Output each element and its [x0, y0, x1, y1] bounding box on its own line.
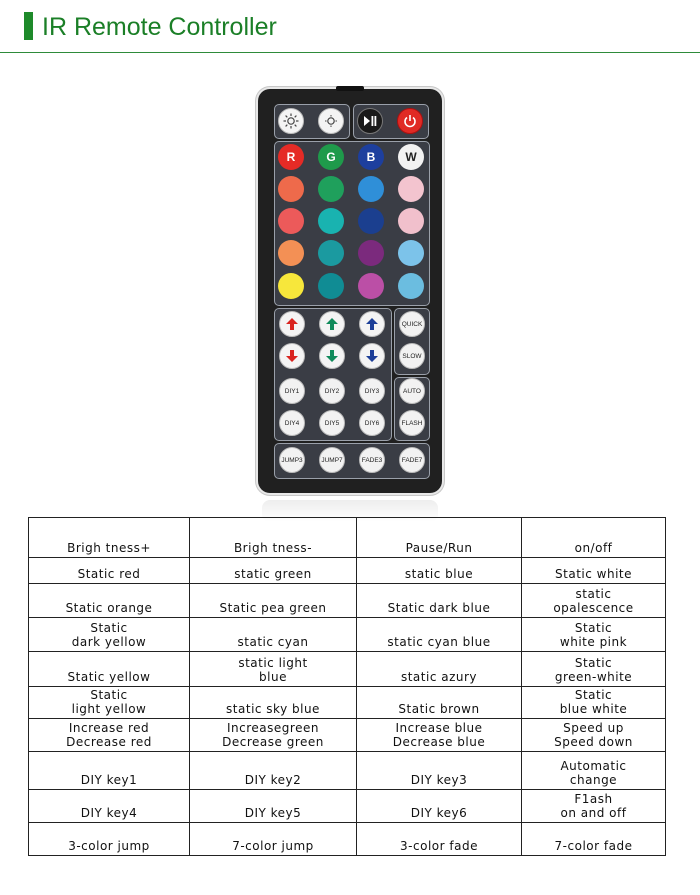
table-cell [190, 652, 357, 687]
cell-text: 3-color fade [400, 839, 478, 853]
color-button-r3-c1[interactable] [278, 208, 304, 234]
diy2-button[interactable]: DIY2 [319, 378, 345, 404]
color-button-label: W [405, 150, 417, 164]
table-cell [357, 823, 522, 856]
color-button-r2-c2[interactable] [318, 176, 344, 202]
table-cell [357, 652, 522, 687]
red-down-arrow-button[interactable] [279, 343, 305, 369]
slow-button[interactable]: SLOW [399, 343, 425, 369]
table-cell [29, 584, 190, 618]
cell-text: Brigh tness+ [67, 541, 151, 555]
table-cell [357, 618, 522, 652]
cell-text: DIY key1 [80, 773, 138, 787]
color-button-label: B [366, 150, 376, 164]
auto-button[interactable]: AUTO [399, 378, 425, 404]
color-button-r4-c4[interactable] [398, 240, 424, 266]
cell-text: blue [259, 670, 287, 684]
color-button-r3-c4[interactable] [398, 208, 424, 234]
table-cell [190, 618, 357, 652]
table-cell [29, 518, 190, 558]
green-up-arrow-icon [325, 317, 339, 331]
table-cell [190, 518, 357, 558]
table-cell [357, 558, 522, 584]
cell-text: DIY key4 [80, 806, 138, 820]
cell-text: Pause/Run [405, 541, 473, 555]
blue-up-arrow-icon [365, 317, 379, 331]
cell-text: DIY key2 [244, 773, 302, 787]
color-button-r4-c1[interactable] [278, 240, 304, 266]
table-cell [357, 518, 522, 558]
cell-text: Static [574, 656, 613, 670]
table-cell [29, 652, 190, 687]
cell-text: DIY key6 [410, 806, 468, 820]
cell-text: change [569, 773, 618, 787]
table-cell [522, 652, 666, 687]
power-icon [403, 114, 417, 128]
table-row [29, 752, 666, 790]
cell-text: Increasegreen [227, 721, 319, 735]
cell-text: Static [90, 621, 128, 635]
color-button-r3-c2[interactable] [318, 208, 344, 234]
cell-text: 7-color fade [554, 839, 633, 853]
color-button-r1-c2[interactable] [318, 144, 344, 170]
fade7-button[interactable]: FADE7 [399, 447, 425, 473]
table-cell [190, 790, 357, 823]
table-cell [29, 719, 190, 752]
cell-text: Increase blue [395, 721, 483, 735]
cell-text: dark yellow [71, 635, 147, 649]
cell-text: Speed down [554, 735, 633, 749]
color-button-r5-c4[interactable] [398, 273, 424, 299]
table-cell [522, 823, 666, 856]
green-up-arrow-button[interactable] [319, 311, 345, 337]
diy5-button[interactable]: DIY5 [319, 410, 345, 436]
table-row [29, 518, 666, 558]
brightness-down-button[interactable] [318, 108, 344, 134]
red-down-arrow-icon [285, 349, 299, 363]
cell-text: Brigh tness- [233, 541, 313, 555]
cell-text: Decrease red [66, 735, 152, 749]
color-button-r1-c4[interactable] [398, 144, 424, 170]
key-function-table [28, 517, 666, 856]
cell-text: Increase red [68, 721, 150, 735]
color-button-r2-c1[interactable] [278, 176, 304, 202]
table-cell [522, 752, 666, 790]
brightness-up-icon [283, 113, 299, 129]
cell-text: Static orange [65, 601, 153, 615]
table-row [29, 652, 666, 687]
table-cell [29, 687, 190, 719]
green-down-arrow-button[interactable] [319, 343, 345, 369]
table-row [29, 823, 666, 856]
table-row [29, 719, 666, 752]
color-button-r4-c3[interactable] [358, 240, 384, 266]
table-cell [357, 790, 522, 823]
jump7-button[interactable]: JUMP7 [319, 447, 345, 473]
table-row [29, 790, 666, 823]
table-cell [357, 687, 522, 719]
cell-text: 7-color jump [232, 839, 314, 853]
red-up-arrow-icon [285, 317, 299, 331]
cell-text: static green [234, 567, 312, 581]
table-cell [190, 584, 357, 618]
cell-text: static [575, 587, 612, 601]
cell-text: Decrease green [222, 735, 324, 749]
cell-text: Static [90, 688, 128, 702]
diy4-button[interactable]: DIY4 [279, 410, 305, 436]
cell-text: static cyan blue [387, 635, 491, 649]
cell-text: light yellow [71, 702, 147, 716]
table-cell [357, 752, 522, 790]
flash-button[interactable]: FLASH [399, 410, 425, 436]
cell-text: 3-color jump [68, 839, 150, 853]
table-row [29, 584, 666, 618]
cell-text: Static yellow [67, 670, 151, 684]
table-cell [29, 618, 190, 652]
diy6-button[interactable]: DIY6 [359, 410, 385, 436]
diy1-button[interactable]: DIY1 [279, 378, 305, 404]
table-cell [357, 584, 522, 618]
table-row [29, 687, 666, 719]
remote-controller [258, 89, 442, 493]
cell-text: white pink [559, 635, 628, 649]
cell-text: DIY key5 [244, 806, 302, 820]
blue-down-arrow-icon [365, 349, 379, 363]
cell-text: on/off [574, 541, 613, 555]
cell-text: static light [238, 656, 308, 670]
table-cell [522, 584, 666, 618]
table-cell [522, 618, 666, 652]
table-cell [357, 719, 522, 752]
ir-emitter [336, 86, 364, 91]
cell-text: Static white [555, 567, 632, 581]
table-row [29, 618, 666, 652]
color-button-r3-c3[interactable] [358, 208, 384, 234]
table-row [29, 558, 666, 584]
play-pause-icon [363, 115, 377, 127]
table-cell [522, 790, 666, 823]
green-down-arrow-icon [325, 349, 339, 363]
table-cell [190, 719, 357, 752]
color-button-r5-c1[interactable] [278, 273, 304, 299]
cell-text: static azury [400, 670, 478, 684]
color-button-r2-c3[interactable] [358, 176, 384, 202]
cell-text: F1ash [574, 792, 613, 806]
cell-text: on and off [560, 806, 627, 820]
table-cell [522, 719, 666, 752]
cell-text: DIY key3 [410, 773, 468, 787]
cell-text: green-white [554, 670, 633, 684]
cell-text: opalescence [553, 601, 634, 615]
table-cell [29, 752, 190, 790]
red-up-arrow-button[interactable] [279, 311, 305, 337]
color-button-r5-c2[interactable] [318, 273, 344, 299]
power-button[interactable] [397, 108, 423, 134]
color-button-r1-c1[interactable] [278, 144, 304, 170]
cell-text: static cyan [237, 635, 309, 649]
table-cell [522, 518, 666, 558]
table-cell [190, 687, 357, 719]
table-cell [29, 790, 190, 823]
fade3-button[interactable]: FADE3 [359, 447, 385, 473]
table-cell [29, 558, 190, 584]
table-cell [190, 823, 357, 856]
cell-text: Decrease blue [392, 735, 486, 749]
table-cell [190, 752, 357, 790]
color-button-r4-c2[interactable] [318, 240, 344, 266]
table-cell [190, 558, 357, 584]
cell-text: Automatic [560, 759, 627, 773]
cell-text: Static red [77, 567, 141, 581]
cell-text: Static [574, 688, 613, 702]
header-accent-bar [24, 12, 33, 40]
color-button-label: R [286, 150, 296, 164]
blue-up-arrow-button[interactable] [359, 311, 385, 337]
cell-text: Static [574, 621, 613, 635]
diy3-button[interactable]: DIY3 [359, 378, 385, 404]
color-button-r1-c3[interactable] [358, 144, 384, 170]
color-button-r5-c3[interactable] [358, 273, 384, 299]
page-title: IR Remote Controller [42, 13, 277, 41]
cell-text: static blue [404, 567, 474, 581]
cell-text: Speed up [563, 721, 624, 735]
cell-text: blue white [559, 702, 628, 716]
cell-text: Static pea green [219, 601, 327, 615]
page-header [0, 0, 700, 48]
color-button-r2-c4[interactable] [398, 176, 424, 202]
cell-text: Static brown [398, 702, 480, 716]
brightness-down-icon [323, 113, 339, 129]
quick-button[interactable]: QUICK [399, 311, 425, 337]
cell-text: Static dark blue [387, 601, 491, 615]
table-cell [522, 558, 666, 584]
color-button-label: G [326, 150, 336, 164]
cell-text: static sky blue [226, 702, 320, 716]
blue-down-arrow-button[interactable] [359, 343, 385, 369]
jump3-button[interactable]: JUMP3 [279, 447, 305, 473]
brightness-up-button[interactable] [278, 108, 304, 134]
table-cell [522, 687, 666, 719]
play-pause-button[interactable] [357, 108, 383, 134]
table-cell [29, 823, 190, 856]
header-divider [0, 52, 700, 53]
